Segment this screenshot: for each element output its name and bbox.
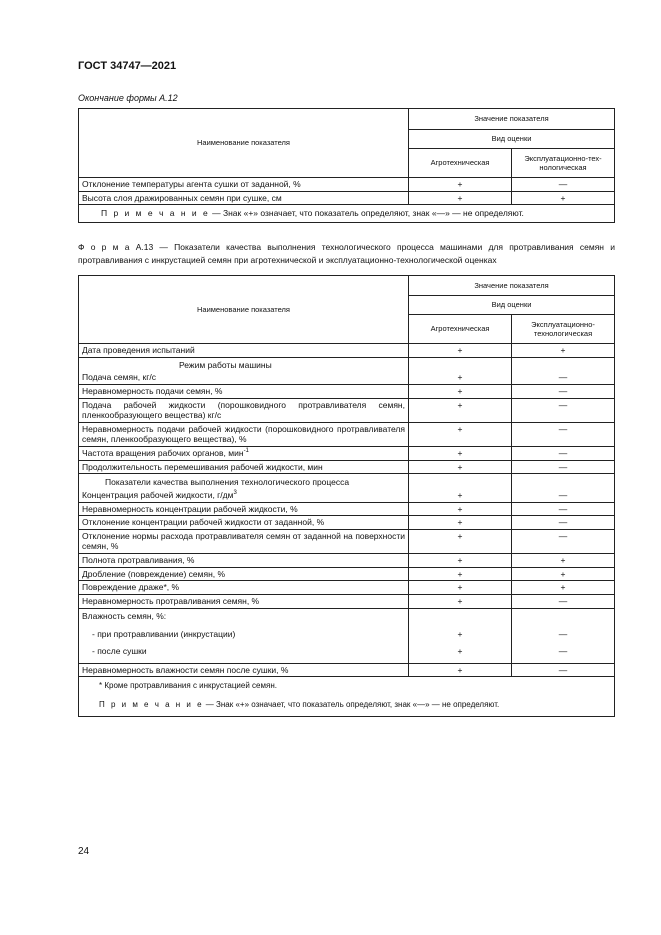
- table-note: [79, 205, 615, 223]
- row-expl: +: [512, 344, 615, 358]
- row-expl: —: [512, 516, 615, 530]
- moisture-drying: - после сушки: [92, 645, 147, 656]
- row-expl: —: [512, 447, 615, 461]
- col-header-name: Наименование показателя: [79, 276, 409, 344]
- table-row: [79, 529, 615, 553]
- table1-caption: Окончание формы А.12: [78, 93, 178, 103]
- row-agro: +: [409, 422, 512, 446]
- moisture-drying-agro: +: [457, 645, 463, 656]
- table-note-row: [79, 205, 615, 223]
- note-text: — Знак «+» означает, что показатель определяют, знак «—» — не определяют.: [203, 700, 500, 710]
- table-form-a13: [78, 275, 615, 717]
- row-expl: —: [512, 663, 615, 677]
- row-name: Подача рабочей жидкости (порошковидного протравливателя семян, пленкообразующего вещества) кг/с: [79, 398, 409, 422]
- moisture-dressing: - при протравливании (инкрустации): [92, 628, 236, 639]
- row-name: Дата проведения испытаний: [79, 344, 409, 358]
- row-name: Неравномерность подачи семян, %: [79, 384, 409, 398]
- row-agro: +: [409, 460, 512, 474]
- col-header-agro: Агротехническая: [409, 315, 512, 344]
- table-footnote-row: [79, 677, 615, 717]
- col-header-eval: Вид оценки: [409, 296, 615, 315]
- row-agro: +: [409, 384, 512, 398]
- moisture-title: Влажность семян, %:: [82, 610, 167, 621]
- row-agro: +: [409, 191, 512, 205]
- moisture-dressing-agro: +: [457, 628, 463, 639]
- row-expl: —: [512, 384, 615, 398]
- row-agro: +: [409, 516, 512, 530]
- row-name-sup: 3: [233, 490, 237, 497]
- section-mode-title: Режим работы машины: [79, 357, 409, 371]
- row-name: Полнота протравливания, %: [79, 554, 409, 568]
- col-header-expl: Эксплуатационно-технологическая: [512, 315, 615, 344]
- note-text: — Знак «+» означает, что показатель определяют, знак «—» — не определяют.: [209, 208, 524, 219]
- document-header: ГОСТ 34747—2021: [78, 60, 177, 72]
- row-name: Повреждение драже*, %: [79, 581, 409, 595]
- moisture-group: [79, 608, 615, 663]
- row-name: Продолжительность перемешивания рабочей жидкости, мин: [79, 460, 409, 474]
- table-row: [79, 384, 615, 398]
- row-agro: +: [409, 567, 512, 581]
- table-row: [79, 178, 615, 192]
- footnote: * Кроме протравливания с инкрустацией семян.: [99, 681, 277, 691]
- note-label: П р и м е ч а н и е: [99, 700, 204, 710]
- note-label: П р и м е ч а н и е: [101, 208, 210, 219]
- row-name: Частота вращения рабочих органов, мин: [82, 448, 244, 458]
- row-expl: —: [512, 357, 615, 384]
- row-expl: —: [512, 460, 615, 474]
- table-row: [79, 594, 615, 608]
- col-header-eval: Вид оценки: [409, 130, 615, 149]
- row-agro: +: [409, 581, 512, 595]
- row-name: Неравномерность протравливания семян, %: [79, 594, 409, 608]
- row-name: Неравномерность концентрации рабочей жидкости, %: [79, 502, 409, 516]
- table-row: [79, 447, 615, 461]
- table-row: [79, 502, 615, 516]
- table-form-a12-end: [78, 108, 615, 223]
- row-name-cell: [79, 489, 409, 502]
- table-note: [99, 700, 611, 710]
- row-agro: +: [409, 474, 512, 502]
- col-header-name: Наименование показателя: [79, 109, 409, 178]
- row-name: Дробление (повреждение) семян, %: [79, 567, 409, 581]
- row-expl: —: [512, 398, 615, 422]
- row-expl: +: [512, 581, 615, 595]
- row-name-sup: -1: [243, 448, 249, 455]
- page-number: 24: [78, 846, 90, 857]
- row-agro: +: [409, 663, 512, 677]
- moisture-drying-expl: —: [558, 645, 568, 656]
- row-agro: +: [409, 502, 512, 516]
- row-agro: +: [409, 554, 512, 568]
- table-row: [79, 398, 615, 422]
- table-row: [79, 581, 615, 595]
- col-header-agro: Агротехническая: [409, 149, 512, 178]
- row-agro: +: [409, 594, 512, 608]
- table-row: [79, 191, 615, 205]
- row-agro: +: [409, 344, 512, 358]
- moisture-dressing-expl: —: [558, 628, 568, 639]
- row-expl: —: [512, 422, 615, 446]
- moisture-expl-cell: [512, 608, 615, 663]
- row-expl: —: [512, 529, 615, 553]
- row-name: Концентрация рабочей жидкости, г/дм: [82, 489, 234, 500]
- section-row: [79, 357, 615, 371]
- row-expl: —: [512, 502, 615, 516]
- table-row: [79, 344, 615, 358]
- row-agro: +: [409, 398, 512, 422]
- section-row: [79, 474, 615, 489]
- table-row: [79, 663, 615, 677]
- row-expl: —: [512, 594, 615, 608]
- row-name: Неравномерность влажности семян после сушки, %: [79, 663, 409, 677]
- row-agro: +: [409, 447, 512, 461]
- row-expl: +: [512, 567, 615, 581]
- col-header-value: Значение показателя: [409, 109, 615, 130]
- table-row: [79, 554, 615, 568]
- row-name-cell: [79, 447, 409, 461]
- table-row: [79, 567, 615, 581]
- row-expl: —: [512, 474, 615, 502]
- moisture-cell: [79, 608, 409, 663]
- col-header-value: Значение показателя: [409, 276, 615, 296]
- row-expl: +: [512, 191, 615, 205]
- row-name: Высота слоя дражированных семян при сушке, см: [79, 191, 409, 205]
- row-name: Отклонение нормы расхода протравливателя семян от заданной на поверхности семян, %: [79, 529, 409, 553]
- table-row: [79, 516, 615, 530]
- section-quality-title: Показатели качества выполнения технологического процесса: [79, 474, 409, 489]
- row-name: Отклонение температуры агента сушки от заданной, %: [79, 178, 409, 192]
- row-agro: +: [409, 178, 512, 192]
- table-footnote-cell: [79, 677, 615, 717]
- row-agro: +: [409, 529, 512, 553]
- col-header-expl: Эксплуатационно-тех-нологическая: [512, 149, 615, 178]
- row-expl: —: [512, 178, 615, 192]
- row-agro: +: [409, 357, 512, 384]
- moisture-agro-cell: [409, 608, 512, 663]
- row-name: Неравномерность подачи рабочей жидкости (порошковидного протравливателя семян, пленкообразующего вещества), %: [79, 422, 409, 446]
- table-row: [79, 460, 615, 474]
- row-name: Отклонение концентрации рабочей жидкости от заданной, %: [79, 516, 409, 530]
- row-expl: +: [512, 554, 615, 568]
- table-row: [79, 422, 615, 446]
- row-name: Подача семян, кг/с: [79, 371, 409, 384]
- form-a13-title: Ф о р м а А.13 — Показатели качества выполнения технологического процесса машинами для протравливания семян и протравливания с инкрустацией семян при агротехнической и эксплуатационно-технологической оценках: [78, 242, 615, 265]
